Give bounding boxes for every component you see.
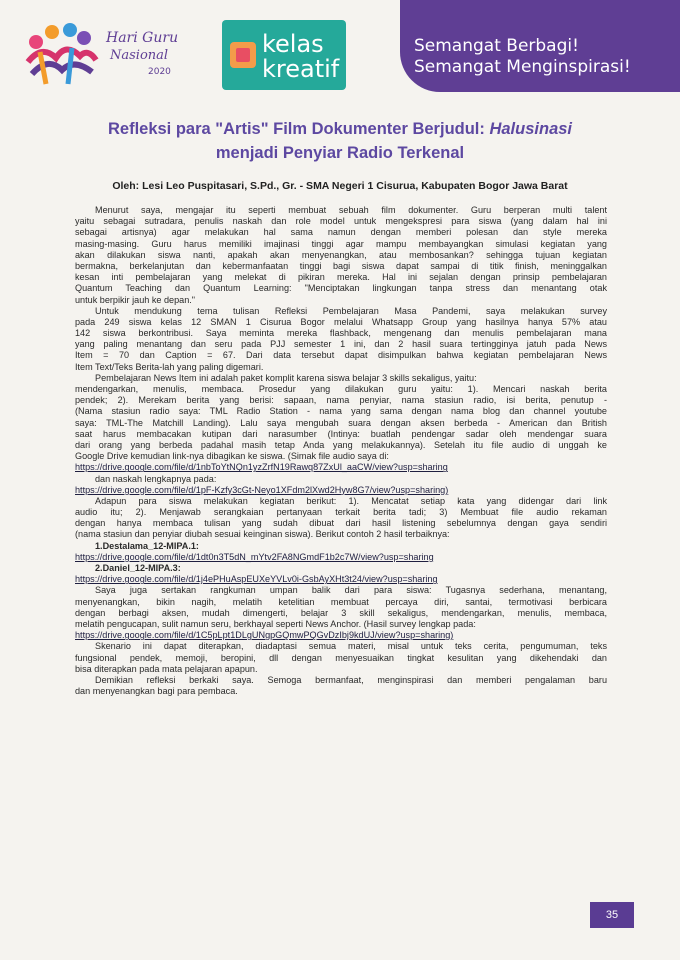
body-line: Adapun para siswa melakukan kegiatan berikut: 1). Mencatat setiap kata yang didengar dari link	[95, 495, 607, 506]
kelas-kreatif-line1: kelas	[262, 30, 324, 58]
body-line: melatih pengucapan, sulit namun seru, berkhayal seperti News Anchor. (Hasil survey lengkap pada:	[75, 618, 476, 629]
body-line: akan dilakukan siswa nanti, apakah akan menyenangkan, atau membosankan? sehingga tujuan kegiatan	[75, 249, 607, 260]
body-line: fungsional pendek, memoji, beropini, dll dengan menyesuaikan tingkat kesulitan yang dikehendaki dan	[75, 652, 607, 663]
link-line[interactable]: https://drive.google.com/file/d/1j4ePHuAspEUXeYVLv0i-GsbAyXHt3t24/view?usp=sharing	[75, 574, 438, 585]
body-line: sebagai artisnya) agar melakukan hal sama namun dengan memberi polesan dan style mereka	[75, 227, 607, 238]
body-line: Item = 70 dan Caption = 67. Dari data tersebut dapat disimpulkan bahwa kegiatan pembelajaran News	[75, 350, 607, 361]
body-line: saya: TML-The Matchill Landing). Lalu saya mengubah suara dengan aksen berbeda - American dan British	[75, 417, 607, 428]
body-line: masing-masing. Guru harus memiliki imajinasi tinggi agar mampu membayangkan simulasi kegiatan yang	[75, 238, 607, 249]
body-line: 1.Destalama_12-MIPA.1:	[95, 540, 199, 551]
body-line: dari orang yang berbeda padahal masih tetap Anda yang melakukannya). Setelah itu file audio di unggah ke	[75, 439, 607, 450]
body-line: mendengarkan, menulis, membaca. Prosedur yang dilakukan guru yaitu: 1). Mencari naskah berita	[75, 384, 607, 394]
body-line: 2.Daniel_12-MIPA.3:	[95, 563, 181, 573]
body-line: pendek; 2). Merekam berita yang berisi: sapaan, nama penyiar, nama stasiun radio, isi berita, penutup -	[75, 395, 607, 406]
link-line[interactable]: https://drive.google.com/file/d/1nbToYtNQn1yzZrfN19Rawq87ZxUl_aaCW/view?usp=sharing	[75, 462, 448, 473]
body-line: audio itu; 2). Menjawab serangkaian pertanyaan terkait berita tadi; 3) Membuat file audio rekaman	[75, 507, 607, 518]
body-line: 142 siswa berkontribusi. Saya meminta mereka flashback, mengenang dan menulis pembelajaran mana	[75, 328, 607, 339]
body-line: pada 249 siswa kelas 12 SMAN 1 Cisurua Bogor melalui Whatsapp Group yang hasilnya hanya 57% atau	[75, 316, 607, 327]
link-line[interactable]: https://drive.google.com/file/d/1C5pLpt1DLgUNgpGQmwPQGvDzIbj9kdUJ/view?usp=sharing)	[75, 630, 454, 641]
logo-inner-square-icon	[236, 48, 250, 62]
tagline-line1: Semangat Berbagi!	[414, 36, 579, 56]
body-line: (nama stasiun dan penyiar diubah sesuai keinginan siswa). Berikut contoh 2 hasil terbaiknya:	[75, 529, 450, 540]
body-line: dengan berbagi aksen, mudah dimengerti, belajar 3 skill sekaligus, mendengarkan, menulis, membaca,	[75, 607, 607, 618]
title-italic-part: Halusinasi	[489, 120, 573, 138]
body-line: (Nama stasiun radio saya: TML Radio Station - nama yang sama dengan nama blog dan channel youtube	[75, 406, 607, 417]
body-line: Quantum Teaching dan Quantum Learning: "Menciptakan lingkungan tanpa stress dan menantang otak	[75, 283, 607, 294]
body-line: Item Text/Teks Berita-lah yang paling digemari.	[75, 361, 264, 372]
article-title-line2: menjadi Penyiar Radio Terkenal	[215, 144, 465, 162]
body-line: yang paling menantang dan seru pada PJJ semester 1 ini, dan 2 hasil suara tertingginya jatuh pada News	[75, 339, 607, 350]
tagline-banner	[400, 0, 680, 92]
kelas-kreatif-line2: kreatif	[262, 55, 340, 83]
byline: Oleh: Lesi Leo Puspitasari, S.Pd., Gr. - SMA Negeri 1 Cisurua, Kabupaten Bogor Jawa Barat	[112, 180, 568, 192]
body-line: Menurut saya, mengajar itu seperti membuat sebuah film dokumenter. Guru berperan multi talent	[95, 205, 607, 215]
article-body	[75, 205, 607, 697]
body-line: dan menyenangkan bagi para pembaca.	[75, 686, 238, 697]
hgn-logo-line1: Hari Guru	[106, 30, 179, 46]
body-line: Skenario ini dapat diterapkan, diadaptasi semua materi, misal untuk teks cerita, pengumuman, teks	[95, 641, 607, 652]
kelas-kreatif-logo	[222, 20, 346, 90]
hari-guru-nasional-logo	[22, 12, 197, 90]
body-line: menyenangkan, bikin nagih, melatih ketelitian membuat percaya diri, santai, termotivasi berbicara	[75, 596, 607, 607]
hgn-logo-year: 2020	[148, 67, 171, 77]
link-line[interactable]: https://drive.google.com/file/d/1dt0n3T5dN_mYtv2FA8NGmdF1b2c7W/view?usp=sharing	[75, 551, 434, 562]
page-header	[0, 0, 680, 110]
body-line: bisa diterapkan pada mata pelajaran apapun.	[75, 663, 258, 674]
body-line: yaitu sebagai sutradara, penulis naskah dan role model untuk mengekspresi para siswa (yang dalam hal ini	[75, 216, 607, 227]
body-line: Saya juga sertakan rangkuman umpan balik dari para siswa: Tugasnya sederhana, menantang,	[95, 585, 607, 596]
body-line: kesan inti pembelajaran yang melekat di pikiran mereka. Hal ini sejalan dengan prinsip pembelajaran	[75, 272, 607, 283]
article-title-line1	[40, 118, 640, 140]
hgn-logo-line2: Nasional	[110, 48, 169, 63]
body-line: saat harus membacakan kutipan dari narasumber (Intinya: buatlah pendengar sadar oleh mendengar suara	[75, 428, 607, 439]
body-line: Google Drive kemudian link-nya dibagikan ke siswa. (Simak file audio saya di:	[75, 451, 389, 462]
link-line[interactable]: https://drive.google.com/file/d/1pF-Kzfy3cGt-Neyo1XFdm2lXwd2Hyw8G7/view?usp=sharing)	[75, 484, 449, 495]
body-line: untuk berpikir jauh ke depan."	[75, 294, 196, 305]
body-line: Pembelajaran News Item ini adalah paket komplit karena siswa belajar 3 skills sekaligus, yaitu:	[95, 372, 477, 383]
body-line: Demikian refleksi berkaki saya. Semoga bermanfaat, menginspirasi dan memberi pengalaman baru	[95, 674, 607, 685]
body-line: dan naskah lengkapnya pada:	[95, 473, 217, 484]
title-prefix: Refleksi para "Artis" Film Dokumenter Berjudul:	[107, 120, 490, 138]
body-line: bermakna, berkelanjutan dan kebermanfaatan tinggi bagi siswa dapat sampai di titik finish, meninggalkan	[75, 260, 607, 271]
page-number: 35	[590, 902, 634, 928]
body-line: Untuk mendukung tema tulisan Refleksi Pembelajaran Masa Pandemi, saya melakukan survey	[95, 305, 607, 316]
tagline-line2: Semangat Menginspirasi!	[414, 57, 631, 77]
body-line: dengan hanya membaca tulisan yang sudah dibuat dari hasil listening sebelumnya dengan gaya sendiri	[75, 518, 607, 529]
